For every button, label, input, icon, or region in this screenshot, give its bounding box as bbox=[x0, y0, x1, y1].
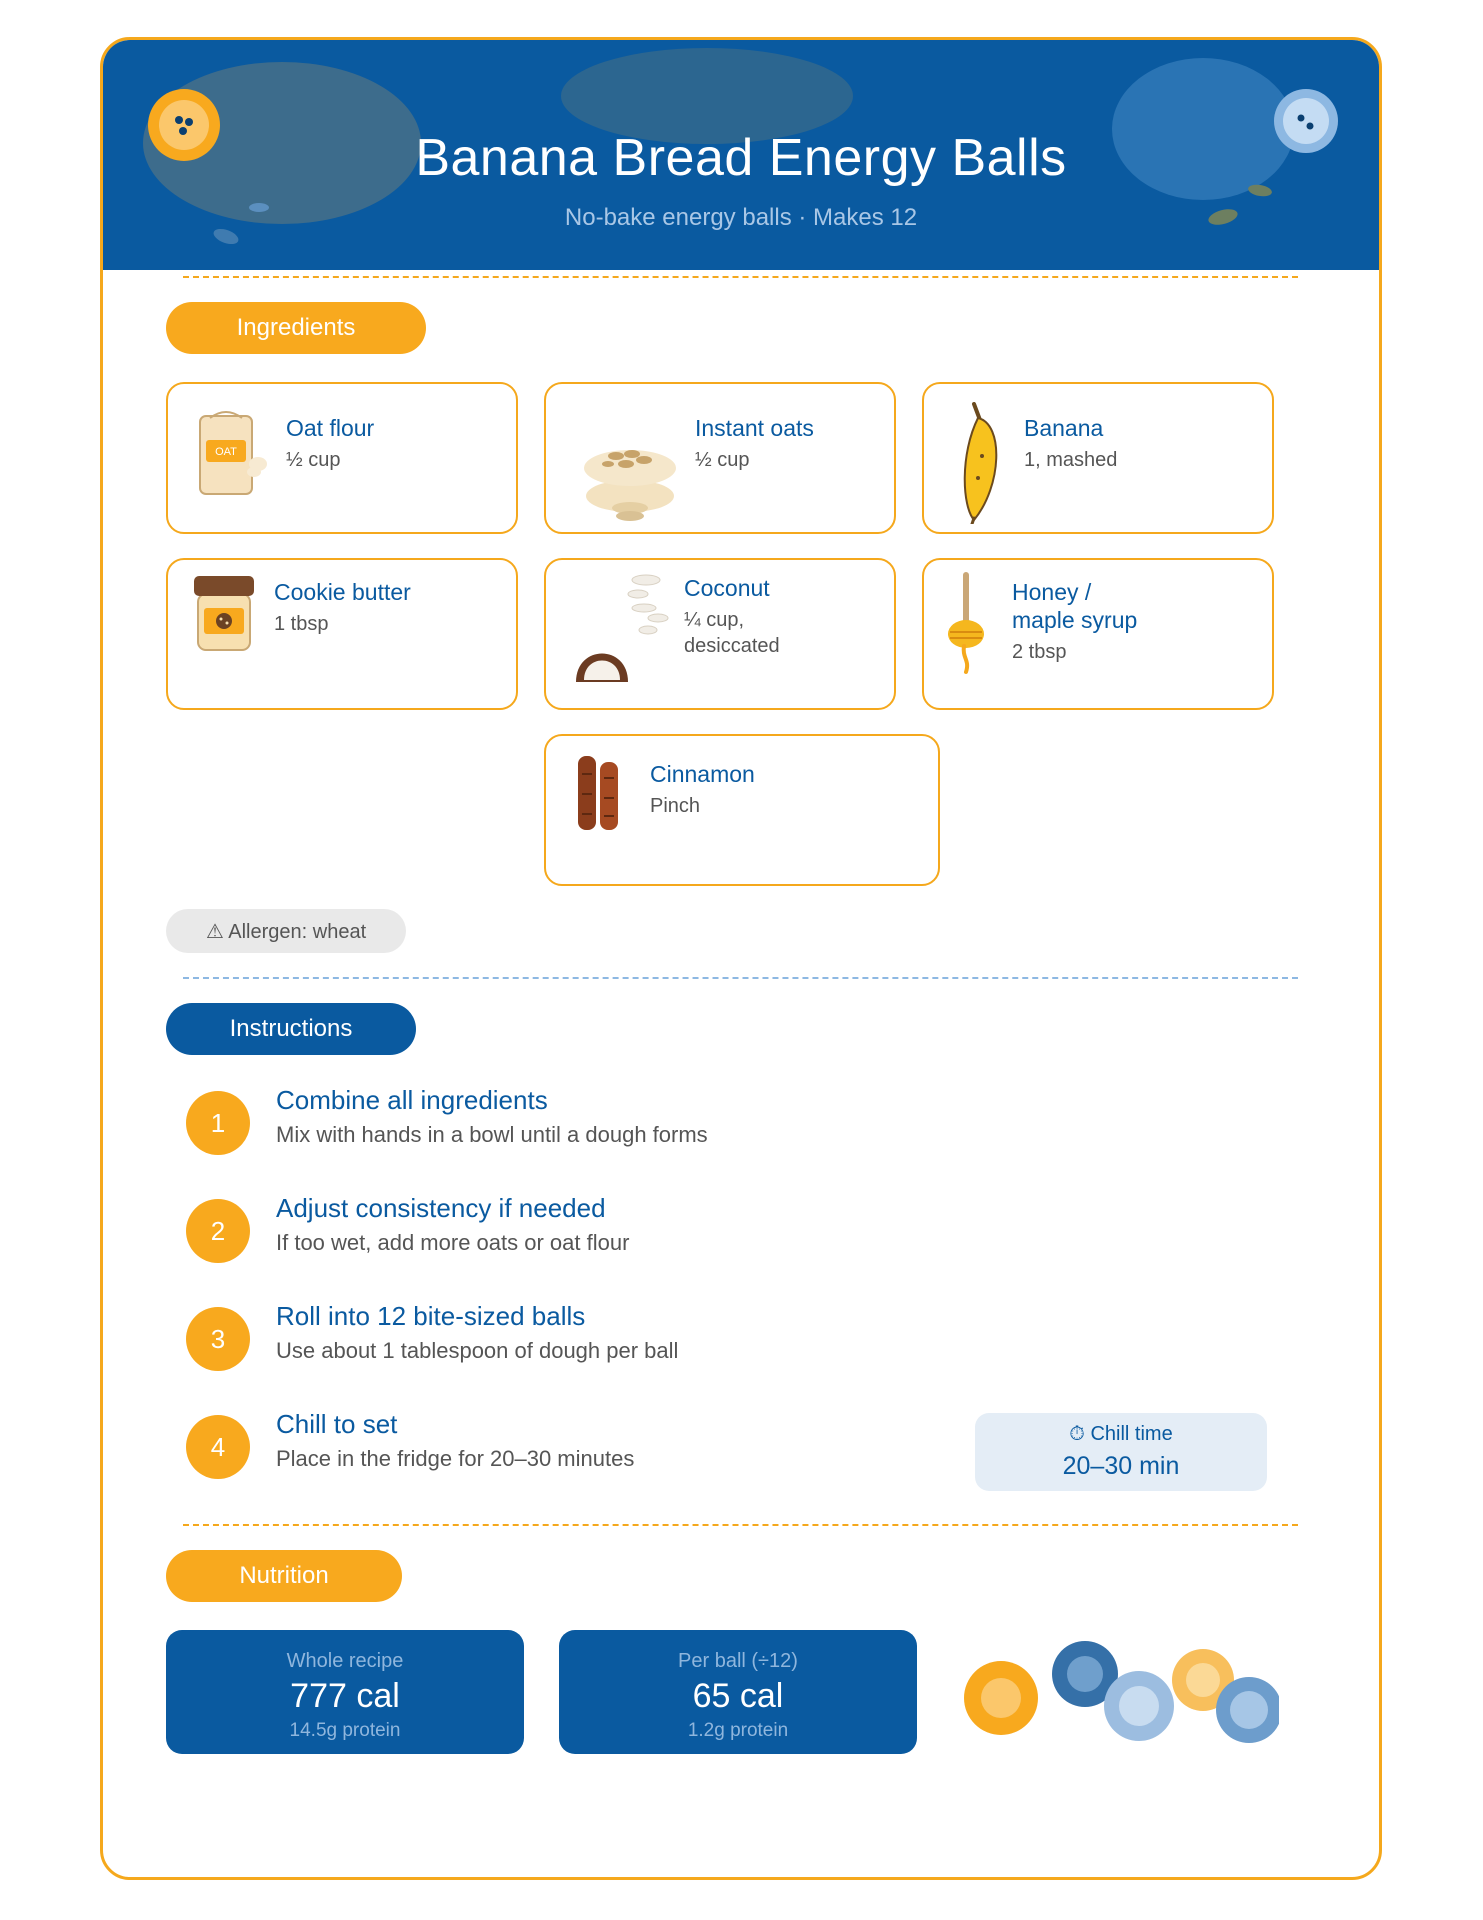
ingredient-name: Coconut bbox=[684, 575, 770, 601]
ingredient-name: Oat flour bbox=[286, 415, 375, 441]
ingredient-quantity: desiccated bbox=[684, 635, 780, 657]
page-title: Banana Bread Energy Balls bbox=[415, 129, 1067, 187]
section-divider bbox=[183, 276, 1298, 278]
step-number: 2 bbox=[186, 1199, 250, 1263]
ingredient-card-coconut bbox=[544, 558, 896, 710]
chill-time-label: ⏱ Chill time bbox=[1069, 1423, 1173, 1445]
ingredient-quantity: ½ cup bbox=[286, 449, 341, 471]
ingredient-card-honey bbox=[922, 558, 1274, 710]
ingredient-quantity: 1 tbsp bbox=[274, 613, 329, 635]
ingredient-card-cinnamon bbox=[544, 734, 940, 886]
ingredient-quantity: Pinch bbox=[650, 795, 701, 817]
ingredient-card-oat-flour bbox=[166, 382, 518, 534]
cinnamon-sticks-icon bbox=[576, 754, 626, 834]
nutrition-protein: 14.5g protein bbox=[289, 1720, 401, 1741]
ingredient-name: Honey / bbox=[1012, 579, 1092, 605]
honey-dipper-icon bbox=[942, 572, 992, 682]
ingredients-heading: Ingredients bbox=[166, 302, 426, 354]
ingredient-card-instant-oats bbox=[544, 382, 896, 534]
ingredient-name: maple syrup bbox=[1012, 607, 1138, 633]
nutrition-label: Per ball (÷12) bbox=[678, 1650, 798, 1672]
recipe-card bbox=[100, 37, 1382, 1880]
step-description: Mix with hands in a bowl until a dough forms bbox=[276, 1122, 708, 1147]
step-description: Place in the fridge for 20–30 minutes bbox=[276, 1446, 635, 1471]
coconut-icon bbox=[574, 570, 684, 690]
step-number: 1 bbox=[186, 1091, 250, 1155]
ingredient-quantity: ¼ cup, bbox=[684, 609, 745, 631]
step-title: Combine all ingredients bbox=[276, 1085, 548, 1115]
cookie-butter-jar-icon bbox=[194, 574, 258, 654]
ingredient-name: Cookie butter bbox=[274, 579, 411, 605]
section-divider bbox=[183, 1524, 1298, 1526]
nutrition-card-whole-recipe bbox=[166, 1630, 524, 1754]
allergen-badge: ⚠ Allergen: wheat bbox=[166, 909, 406, 953]
recipe-header bbox=[103, 40, 1379, 270]
step-description: Use about 1 tablespoon of dough per ball bbox=[276, 1338, 679, 1363]
step-number: 3 bbox=[186, 1307, 250, 1371]
oats-bowl-icon bbox=[582, 442, 678, 522]
nutrition-calories: 65 cal bbox=[692, 1677, 784, 1715]
oat-flour-bag-icon bbox=[196, 408, 268, 498]
ingredient-card-banana bbox=[922, 382, 1274, 534]
ingredient-name: Banana bbox=[1024, 415, 1104, 441]
nutrition-card-per-ball bbox=[559, 1630, 917, 1754]
step-title: Adjust consistency if needed bbox=[276, 1193, 606, 1223]
nutrition-label: Whole recipe bbox=[286, 1650, 404, 1672]
step-description: If too wet, add more oats or oat flour bbox=[276, 1230, 630, 1255]
ingredient-quantity: 2 tbsp bbox=[1012, 641, 1067, 663]
nutrition-calories: 777 cal bbox=[290, 1677, 400, 1715]
banana-icon bbox=[958, 402, 1008, 524]
step-title: Roll into 12 bite-sized balls bbox=[276, 1301, 586, 1331]
instructions-heading: Instructions bbox=[166, 1003, 416, 1055]
energy-balls-illustration bbox=[959, 1632, 1279, 1756]
ingredient-quantity: ½ cup bbox=[695, 449, 750, 471]
chill-time-badge bbox=[975, 1413, 1267, 1491]
nutrition-heading: Nutrition bbox=[166, 1550, 402, 1602]
section-divider bbox=[183, 977, 1298, 979]
page-subtitle: No-bake energy balls · Makes 12 bbox=[564, 204, 918, 231]
chill-time-value: 20–30 min bbox=[1062, 1452, 1180, 1480]
nutrition-protein: 1.2g protein bbox=[687, 1720, 789, 1741]
ingredient-quantity: 1, mashed bbox=[1024, 449, 1118, 471]
step-number: 4 bbox=[186, 1415, 250, 1479]
ingredient-name: Cinnamon bbox=[650, 761, 755, 787]
ingredient-name: Instant oats bbox=[695, 415, 814, 441]
step-title: Chill to set bbox=[276, 1409, 398, 1439]
ingredient-card-cookie-butter bbox=[166, 558, 518, 710]
oat-bag-label: OAT bbox=[215, 446, 237, 458]
